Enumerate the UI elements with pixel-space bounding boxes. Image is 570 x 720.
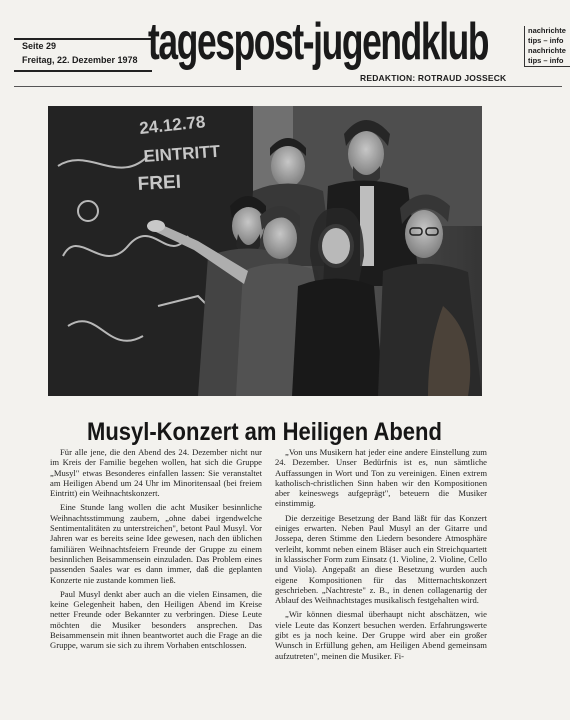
corner-line: nachrichte bbox=[528, 46, 566, 55]
corner-line: tips – info bbox=[528, 56, 564, 65]
band-photo-graphic bbox=[48, 106, 482, 396]
chalk-entry: EINTRITT bbox=[142, 141, 221, 166]
article-column-right bbox=[275, 447, 487, 665]
article-paragraph: Paul Musyl denkt aber auch an die vielen Einsamen, die keine Gelegenheit haben, den Heiligen Abend im Kreise netter Freunde oder Bekannter zu verbringen. Diese Leute möchten die Musiker besonders ansprechen. Das Beisammensein mit ihnen beantwortet auch die Frage an die Gruppe, warum sie sich zu ihrem Vorhaben entschlossen. bbox=[50, 588, 262, 651]
article-paragraph: Für alle jene, die den Abend des 24. Dezember nicht nur im Kreis der Familie begehen wollen, hat sich die Gruppe „Musyl" etwas Besonderes einfallen lassen: Sie veranstaltet am Heiligen Abend um 24 Uhr im Minoritensaal (bei freiem Eintritt) ein Weihnachtskonzert. bbox=[50, 447, 262, 499]
corner-line: nachrichte bbox=[528, 26, 566, 35]
article-paragraph: Eine Stunde lang wollen die acht Musiker besinnliche Weihnachtsstimmung zaubern, „ohne dabei irgendwelche Sentimentalitäten zu unterstreichen", betont Paul Musyl. Vor Jahren war es bereits seine Idee gewesen, nach den üblichen familiären Weihnachtsfeiern Freunde der Gruppe zu einem besinnlichen Beisammensein einzuladen. Das Problem eines passenden Saales war es dann immer, daß die geplanten Konzerte nie zustande kommen ließ. bbox=[50, 502, 262, 585]
corner-line: tips – info bbox=[528, 36, 564, 45]
chalk-free: FREI bbox=[137, 171, 182, 195]
band-photo bbox=[48, 106, 482, 396]
corner-teaser-box bbox=[524, 26, 570, 67]
issue-date: Freitag, 22. Dezember 1978 bbox=[22, 55, 138, 65]
article-headline: Musyl-Konzert am Heiligen Abend bbox=[87, 418, 442, 446]
masthead-logo: tagespost-jugendklub bbox=[148, 13, 489, 71]
article-column-left bbox=[50, 447, 262, 655]
chalk-date: 24.12.78 bbox=[138, 112, 207, 138]
article-paragraph: „Wir können diesmal überhaupt nicht abschätzen, wie viele Leute das Konzert besuchen werden. Erfahrungswerte gibt es ja noch keine. Der Gruppe wird aber ein großer Wunsch in Erfüllung gehen, am Heiligen Abend gemeinsam aufzutreten", meinen die Musiker. Fi- bbox=[275, 609, 487, 661]
editorial-credit: REDAKTION: ROTRAUD JOSSECK bbox=[360, 73, 507, 83]
article-paragraph: Die derzeitige Besetzung der Band läßt für das Konzert einiges erwarten. Neben Paul Musyl an der Gitarre und Jossepa, deren Stimme den Liedern besondere Atmosphäre verleiht, kommt neben einem Bläser auch ein Streichquartett in klassischer Form zum Einsatz (1. Violine, 2. Violine, Cello und Viola). Angepaßt an diese Besetzung wurden auch eigene Kompositionen für das Mitternachtskonzert geschrieben. „Nachtreste" z. B., in denen collagenartig der Ablauf des Weihnachtstages musikalisch festgehalten wird. bbox=[275, 512, 487, 606]
header-divider bbox=[14, 86, 562, 87]
page-number: Seite 29 bbox=[22, 41, 57, 51]
article-paragraph: „Von uns Musikern hat jeder eine andere Einstellung zum 24. Dezember. Unser Bedürfnis ist es, nun sämtliche Auffassungen in Wort und Ton zu vereinigen. Einen extrem katholisch-christlichen Sinn haben wir den Kompositionen aber keineswegs aufgeprägt", beteuern die Musiker einstimmig. bbox=[275, 447, 487, 509]
